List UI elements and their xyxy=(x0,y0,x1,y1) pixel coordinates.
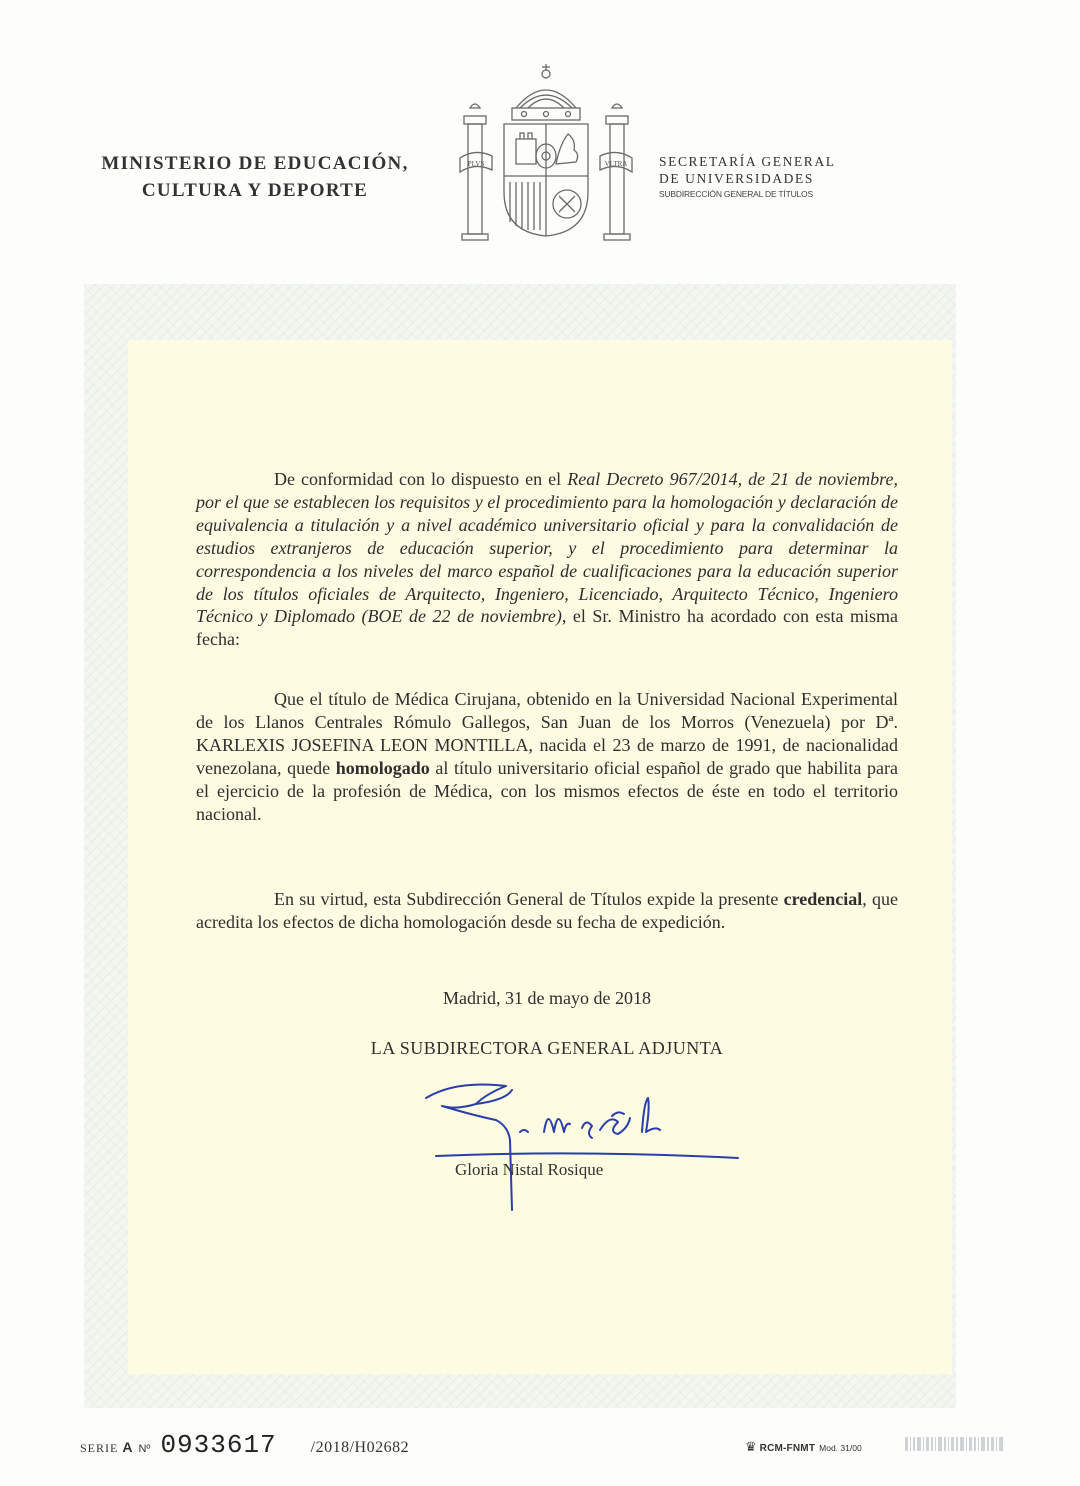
number-label: Nº xyxy=(138,1443,151,1455)
serial-block xyxy=(80,1430,409,1460)
fnmt-crown-icon: ♛ xyxy=(745,1439,757,1454)
signer-title: LA SUBDIRECTORA GENERAL ADJUNTA xyxy=(370,1038,724,1058)
secretariat-line-2: DE UNIVERSIDADES xyxy=(659,171,814,186)
paragraph-decree xyxy=(196,468,898,651)
ministry-name xyxy=(80,150,430,204)
barcode-icon xyxy=(905,1437,1005,1451)
secretariat-line-1: SECRETARÍA GENERAL xyxy=(659,154,836,169)
serial-number: 0933617 xyxy=(160,1430,277,1460)
signer-name: Gloria Nistal Rosique xyxy=(455,1160,604,1179)
signature-icon xyxy=(416,1070,746,1220)
paragraph-credential xyxy=(196,888,898,934)
fnmt-block xyxy=(745,1439,862,1455)
p3-bold: credencial xyxy=(783,889,863,909)
model-label: Mod. 31/00 xyxy=(819,1443,862,1453)
p1-intro: De conformidad con lo dispuesto en el xyxy=(274,469,568,489)
paragraph-homologation xyxy=(196,688,898,825)
secretariat-line-3: SUBDIRECCIÓN GENERAL DE TÍTULOS xyxy=(659,189,813,199)
p3-end: , que acredita los efectos de dicha homologación desde su fecha de expedición. xyxy=(196,889,898,932)
ministry-line-2: CULTURA Y DEPORTE xyxy=(141,180,369,201)
p1-decree: Real Decreto 967/2014, de 21 de noviembre, por el que se establecen los requisitos y el procedimiento para la homologación y declaración de equivalencia a titulación y a nivel académico universitario oficial y para la convalidación de estudios extranjeros de educación superior, y el procedimiento para determinar la correspondencia a los niveles del marco español de cualificaciones para la educación superior de los títulos oficiales de Arquitecto, Ingeniero, Licenciado, Arquitecto Técnico, Ingeniero Técnico y Diplomado (BOE de 22 de noviembre) xyxy=(196,469,899,627)
secretariat-name xyxy=(659,153,919,201)
ministry-line-1: MINISTERIO DE EDUCACIÓN, xyxy=(101,153,409,174)
motto-right: VLTRA xyxy=(604,160,628,168)
coat-of-arms-icon xyxy=(458,64,634,242)
document-reference: /2018/H02682 xyxy=(310,1439,410,1456)
fnmt-code: RCM-FNMT xyxy=(759,1443,816,1454)
p3-start: En su virtud, esta Subdirección General de Títulos expide la presente xyxy=(274,889,784,909)
serie-letter: A xyxy=(122,1439,133,1455)
serie-label: SERIE xyxy=(80,1441,119,1455)
p2-bold: homologado xyxy=(335,757,430,778)
motto-left: PLVS xyxy=(467,160,485,168)
p2-start: Que el título de Médica Cirujana, obtenido en la Universidad Nacional Experimental de los Llanos Centrales Rómulo Gallegos, San Juan de los Morros (Venezuela) por Dª. KARLEXIS JOSEFINA LEON MONTILLA, nacida el 23 de marzo de 1991, de nacionalidad venezolana, quede xyxy=(196,689,898,778)
p1-end: , el Sr. Ministro ha acordado con esta misma fecha: xyxy=(196,606,898,650)
p2-end: al título universitario oficial español de grado que habilita para el ejercicio de la profesión de Médica, con los mismos efectos de éste en todo el territorio nacional. xyxy=(196,757,898,824)
place-date: Madrid, 31 de mayo de 2018 xyxy=(443,988,651,1008)
